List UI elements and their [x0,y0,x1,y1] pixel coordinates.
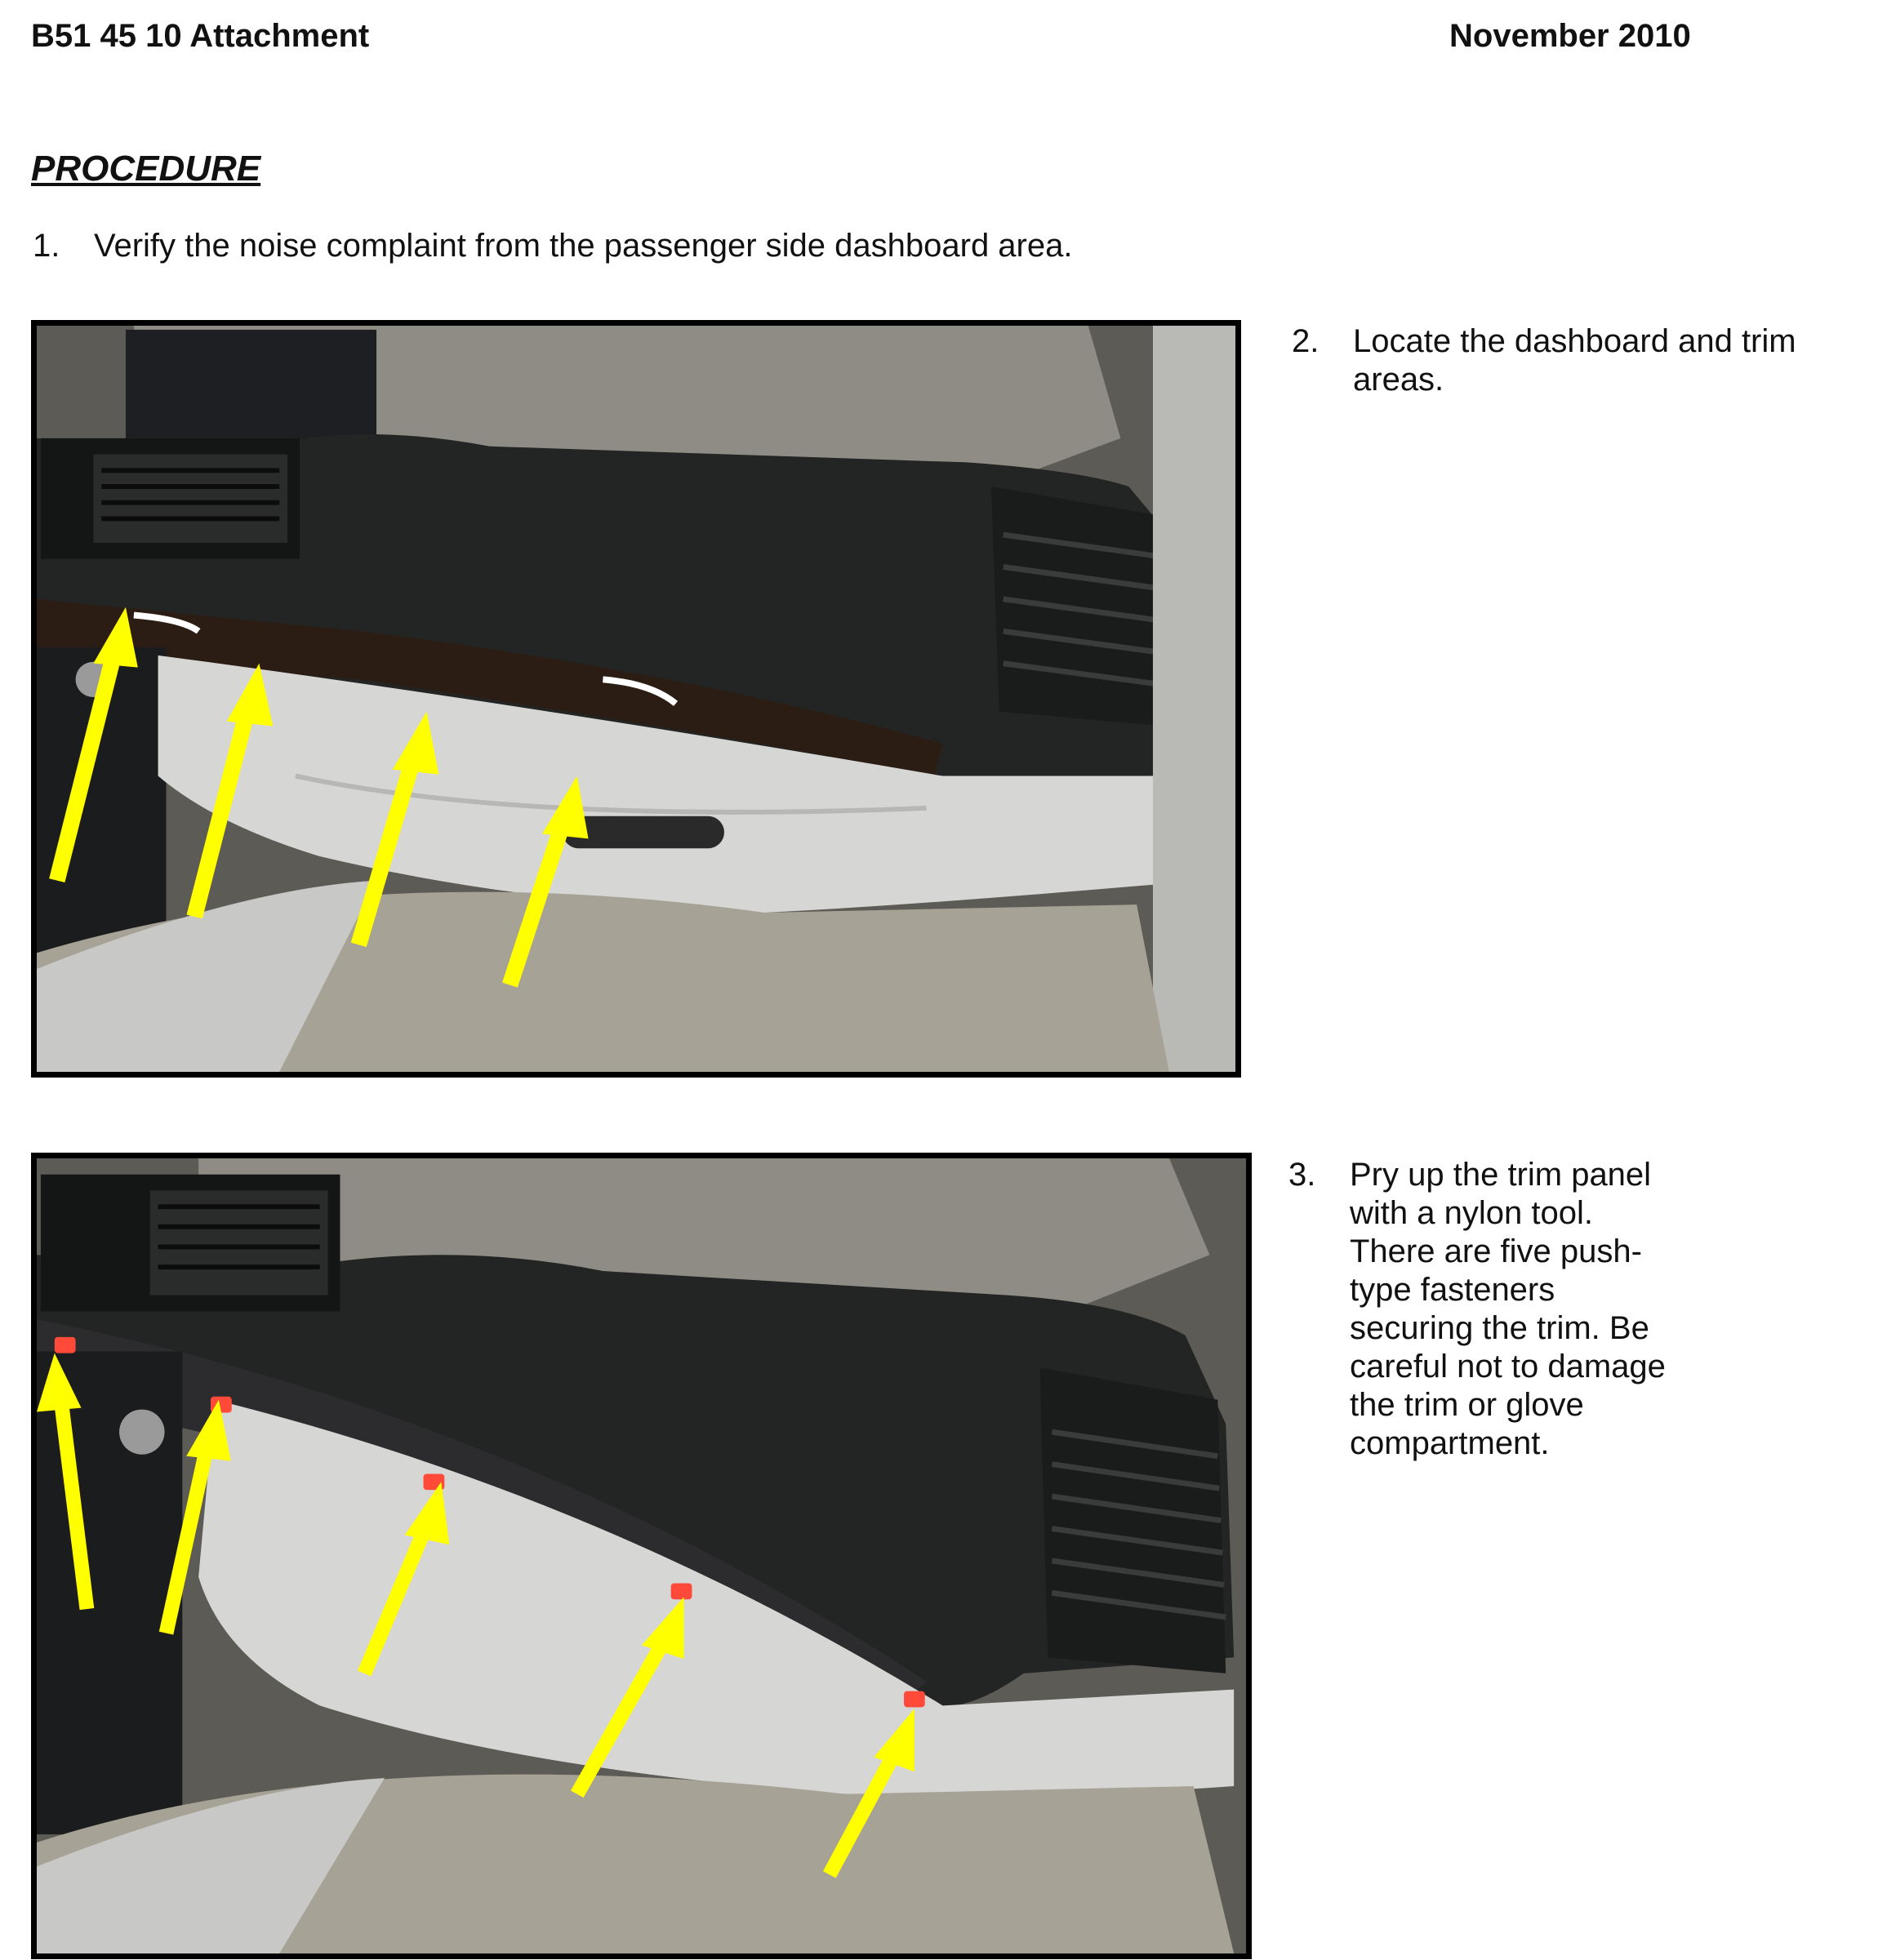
step-line: compartment. [1350,1425,1550,1461]
step-text: Verify the noise complaint from the passenger side dashboard area. [94,228,1073,264]
step-text [1353,322,1796,399]
trim-fasteners-photo [31,1153,1252,1959]
step-2 [1292,322,1863,412]
step-1 [33,227,1257,268]
trim-fasteners-illustration [37,1158,1246,1953]
step-line: Locate the dashboard and trim [1353,323,1796,359]
step-line: There are five push- [1350,1233,1642,1269]
step-number: 1. [33,228,60,264]
step-number: 2. [1292,323,1320,359]
step-3 [1288,1156,1860,1482]
fastener-5 [904,1691,925,1708]
step-number: 3. [1288,1157,1316,1193]
step-line: the trim or glove [1350,1387,1584,1423]
section-title: PROCEDURE [31,149,261,189]
step-line: securing the trim. Be [1350,1310,1649,1346]
document-id: B51 45 10 Attachment [31,18,370,54]
step-line: with a nylon tool. [1350,1195,1593,1231]
screen-shape [126,330,376,451]
dashboard-trim-illustration [37,326,1235,1072]
fastener-4 [671,1584,692,1600]
fastener-1 [55,1337,76,1353]
step-line: type fasteners [1350,1272,1555,1308]
document-date: November 2010 [1449,18,1691,54]
step-line: Pry up the trim panel [1350,1157,1652,1193]
dashboard-trim-photo [31,320,1241,1078]
step-line: careful not to damage [1350,1349,1666,1384]
step-line: areas. [1353,362,1444,398]
step-text [1350,1156,1666,1463]
